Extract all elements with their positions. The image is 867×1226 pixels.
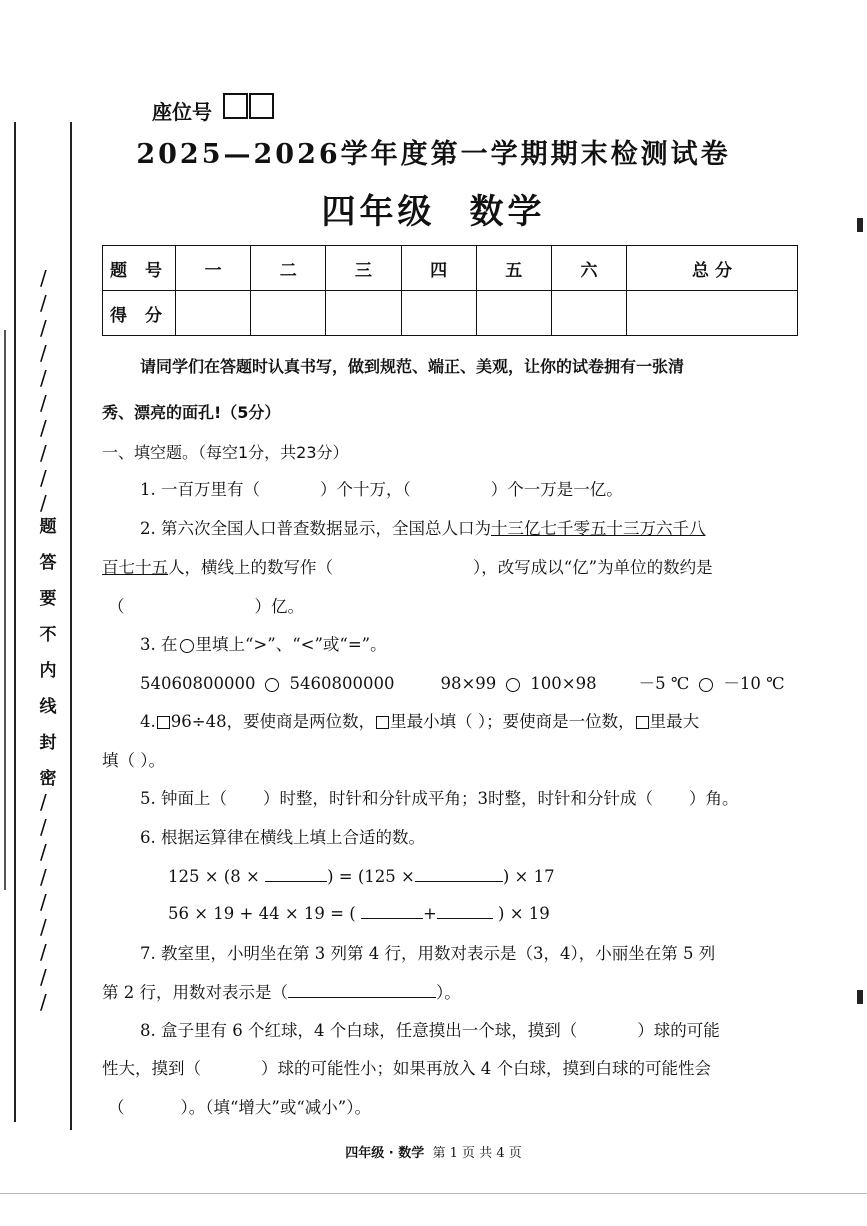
question-8-line-3: （ ）。（填“增大”或“减小”）。 [108, 1098, 371, 1117]
compare-circle[interactable] [265, 678, 279, 692]
cut-mark: / [40, 316, 47, 340]
exam-subtitle [0, 184, 867, 233]
cut-mark: / [40, 815, 47, 839]
compare-circle[interactable] [506, 678, 520, 692]
binding-edge-line [14, 122, 16, 1122]
score-header-cell: 五 [476, 246, 551, 291]
question-2-line-1: 2. 第六次全国人口普查数据显示，全国总人口为十三亿七千零五十三万六千八 [140, 519, 706, 538]
circle-icon [180, 639, 194, 653]
cut-mark: / [40, 341, 47, 365]
answer-blank[interactable] [288, 983, 436, 998]
grade-label: 四年级 [321, 192, 436, 232]
question-6-line-2: 56 × 19 + 44 × 19 = ( + ) × 19 [168, 904, 550, 923]
answer-blank[interactable] [361, 904, 423, 919]
seal-char: 要 [39, 589, 57, 609]
seal-char: 内 [39, 661, 57, 681]
score-header-cell: 三 [326, 246, 401, 291]
cut-mark: / [40, 965, 47, 989]
cut-mark: / [40, 840, 47, 864]
cut-mark: / [40, 391, 47, 415]
cut-mark: / [40, 890, 47, 914]
score-table [102, 245, 798, 336]
edge-mark [857, 218, 863, 232]
score-cell[interactable] [401, 291, 476, 336]
cut-mark: / [40, 491, 47, 515]
binding-line [70, 122, 72, 1130]
question-2-line-2: 百七十五人，横线上的数写作（ ），改写成以“亿”为单位的数约是 [102, 558, 713, 577]
cut-mark: / [40, 266, 47, 290]
cut-mark: / [40, 990, 47, 1014]
question-7-line-2: 第 2 行，用数对表示是（ ）。 [102, 983, 461, 1002]
score-cell[interactable] [551, 291, 626, 336]
question-8-line-2: 性大，摸到（ ）球的可能性小；如果再放入 4 个白球，摸到白球的可能性会 [102, 1059, 711, 1078]
score-header-row [103, 246, 798, 291]
seal-char: 题 [39, 517, 57, 537]
footer-subject: 四年级 · 数学 [345, 1146, 425, 1161]
underlined-number: 十三亿七千零五十三万六千八 [491, 519, 706, 538]
score-header-cell: 六 [551, 246, 626, 291]
question-3: 3. 在 里填上“>”、“<”或“=”。 [140, 635, 387, 654]
question-3-items: 54060800000 5460800000 98×99 100×98 －5 ℃ －10 ℃ [140, 674, 785, 693]
answer-blank[interactable] [265, 867, 327, 882]
question-7-line-1: 7. 教室里，小明坐在第 3 列第 4 行，用数对表示是（3，4），小丽坐在第 5 列 [140, 944, 716, 963]
seat-number-box[interactable] [249, 93, 274, 119]
cut-mark: / [40, 940, 47, 964]
intro-line-2: 秀、漂亮的面孔!（5分） [102, 403, 281, 422]
intro-line-1: 请同学们在答题时认真书写，做到规范、端正、美观，让你的试卷拥有一张清 [140, 357, 685, 376]
score-row-label: 得 分 [103, 291, 176, 336]
score-cell[interactable] [251, 291, 326, 336]
cut-mark: / [40, 915, 47, 939]
score-cell[interactable] [326, 291, 401, 336]
score-header-cell: 题 号 [103, 246, 176, 291]
question-4-line-1: 4. 96÷48，要使商是两位数， 里最小填（ ）；要使商是一位数， 里最大 [140, 712, 700, 731]
score-row [103, 291, 798, 336]
answer-blank[interactable] [415, 867, 503, 882]
square-icon [376, 716, 389, 729]
seal-char: 线 [39, 697, 57, 717]
cut-mark: / [40, 466, 47, 490]
score-header-cell: 总 分 [627, 246, 798, 291]
section-title: 一、填空题。（每空1分，共23分） [102, 443, 349, 462]
cut-mark: / [40, 790, 47, 814]
square-blank[interactable] [157, 716, 170, 729]
cut-mark: / [40, 865, 47, 889]
subject-label: 数学 [469, 192, 546, 232]
seal-char: 答 [39, 553, 57, 573]
cut-mark: / [40, 291, 47, 315]
cut-mark: / [40, 416, 47, 440]
question-6: 6. 根据运算律在横线上填上合适的数。 [140, 828, 425, 847]
cut-mark: / [40, 441, 47, 465]
question-4-line-2: 填（ ）。 [102, 751, 165, 770]
seal-char: 封 [39, 733, 57, 753]
score-header-cell: 二 [251, 246, 326, 291]
question-8-line-1: 8. 盒子里有 6 个红球，4 个白球，任意摸出一个球，摸到（ ）球的可能 [140, 1021, 720, 1040]
exam-title: 2025—2026学年度第一学期期末检测试卷 [136, 139, 731, 170]
cut-mark: / [40, 366, 47, 390]
question-5: 5. 钟面上（ ）时整，时针和分针成平角；3时整，时针和分针成（ ）角。 [140, 789, 739, 808]
seat-number-label: 座位号 [152, 100, 212, 124]
score-cell[interactable] [176, 291, 251, 336]
seal-char: 密 [39, 769, 57, 789]
score-header-cell: 一 [176, 246, 251, 291]
edge-mark [857, 990, 863, 1004]
question-6-line-1: 125 × (8 × ) = (125 × ) × 17 [168, 867, 555, 886]
seal-char: 不 [39, 625, 57, 645]
footer-page: 第 1 页 共 4 页 [432, 1146, 522, 1161]
answer-blank[interactable] [437, 904, 493, 919]
score-header-cell: 四 [401, 246, 476, 291]
seat-number-box[interactable] [223, 93, 248, 119]
compare-circle[interactable] [699, 678, 713, 692]
score-cell[interactable] [627, 291, 798, 336]
page-footer [0, 1142, 867, 1161]
student-info-line [4, 330, 6, 890]
score-cell[interactable] [476, 291, 551, 336]
square-icon [636, 716, 649, 729]
question-1: 1. 一百万里有（ ）个十万，（ ）个一万是一亿。 [140, 480, 623, 499]
question-2-line-3: （ ）亿。 [108, 597, 304, 616]
bottom-divider [0, 1193, 867, 1194]
